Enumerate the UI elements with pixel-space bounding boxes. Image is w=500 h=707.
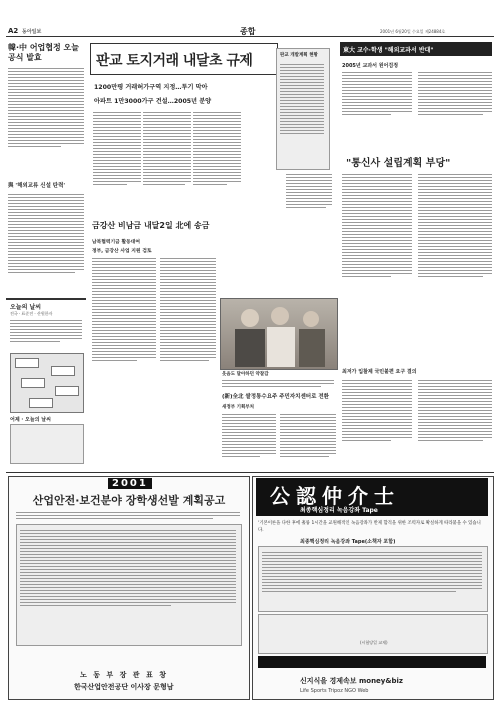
right-lower-body-2 xyxy=(418,378,492,443)
right-mid-body-2 xyxy=(418,172,492,279)
ad-left-title: 산업안전·보건분야 장학생선발 계획공고 xyxy=(32,494,226,507)
weather-subtitle: 전국 · 표준전 · 산원한자 xyxy=(10,311,53,316)
weather-map xyxy=(10,353,84,413)
lower-center-body-2 xyxy=(160,256,216,363)
center-box-title: 판교 개발계획 현황 xyxy=(280,53,318,58)
lower-center-headline: 금강산 비남금 내달2일 北에 송금 xyxy=(92,221,210,230)
lower-center-body-1 xyxy=(92,256,156,363)
ad-right-table-2 xyxy=(258,614,488,654)
right-top-headline: 東大 교수·학생 "해외교과서 반대" xyxy=(343,47,434,54)
main-subhead-2: 아파트 1만3000가구 건설…2005년 분양 xyxy=(94,98,212,105)
weather-title: 오늘의 날씨 xyxy=(10,304,42,311)
center-col-body xyxy=(286,172,332,210)
ad-right-exam-label: (시험당일 교재) xyxy=(360,640,388,645)
right-top-body-1 xyxy=(342,70,412,117)
main-body-col1 xyxy=(93,110,141,187)
ad-left-intro xyxy=(16,510,240,521)
main-subhead-1: 1200만평 거래허가구역 지정…투기 막아 xyxy=(94,84,208,91)
photo-caption-text xyxy=(222,378,334,389)
right-top-subhead: 2005년 교과서 원어검정 xyxy=(342,63,399,69)
ad-right-subtitle: 최종핵심정리 녹음강좌 Tape xyxy=(300,507,378,514)
header-rule xyxy=(6,36,494,37)
section-title: 종합 xyxy=(240,27,256,36)
left-top-headline: 韓·中 어업협정 오늘 공식 발효 xyxy=(8,43,79,62)
ad-right-title: 公認仲介士 xyxy=(270,484,400,508)
right-mid-headline: "통신사 설립계획 부당" xyxy=(346,158,451,169)
right-lower-headline: 최저가 입찰제 국민불편 요구 결의 xyxy=(342,369,417,375)
page-number: A2 xyxy=(8,27,19,35)
right-top-body-2 xyxy=(418,70,492,117)
right-mid-body-1 xyxy=(342,172,412,279)
main-headline: 판교 토지거래 내달초 규제 xyxy=(96,53,253,69)
ad-right-brand-sub: Life Sports Tripoz NGO Web xyxy=(300,688,369,694)
left-top-body xyxy=(8,66,84,149)
weather-text xyxy=(10,318,82,344)
lower-center-sub-1: 남북협력기금 활동대여 xyxy=(92,240,141,245)
weather-table xyxy=(10,424,84,464)
left-mid-body xyxy=(8,192,84,275)
lower-mid-body-2 xyxy=(280,412,336,459)
news-photo xyxy=(220,298,338,370)
ad-left-table-rows xyxy=(20,528,236,608)
left-mid-headline: 與 '해외교류 신설 탄력' xyxy=(8,183,66,189)
issue-date: 2001년 6월20일 수요일 제24884호 xyxy=(380,29,446,34)
lower-mid-sub: 새정부 기획부처 xyxy=(222,405,254,410)
ad-right-tagline: '기본이론을 다한 후에 훌륭 1시간을 교원해적인 녹음강좌가 반제 합격을 위한 조력자로 확실하게 따라붙을 수 있습니다. xyxy=(258,521,481,533)
ad-right-footer-bar xyxy=(258,656,486,668)
weather-table-title: 어제 · 오늘의 날씨 xyxy=(10,417,51,423)
ad-right-table-title: 최종핵심정리 녹음강좌 Tape(소책자 포함) xyxy=(300,539,396,545)
photo-caption: 웃음도 달아하던 약찰감 xyxy=(222,372,269,377)
ad-left-org-2: 한국산업안전공단 이사장 문형남 xyxy=(74,683,174,691)
main-body-col2 xyxy=(143,110,191,187)
lower-mid-body-1 xyxy=(222,412,276,459)
lower-center-sub-2: 정부, 금강산 사업 지원 검토 xyxy=(92,249,152,254)
center-box-rows xyxy=(280,62,324,136)
ad-left-org: 노 동 부 장 관 표 창 xyxy=(80,671,168,679)
ad-right-brand: 신지식을 경제속보 money&biz xyxy=(300,677,403,685)
lower-mid-headline: (新)全北 쌀정통수요주 주민자치센터로 전환 xyxy=(222,394,329,400)
ad-year: 2001 xyxy=(108,478,152,489)
right-lower-body-1 xyxy=(342,378,412,443)
ads-rule xyxy=(6,472,494,473)
ad-right-table-rows xyxy=(262,550,482,594)
paper-name: 동아일보 xyxy=(22,29,42,35)
main-body-col3 xyxy=(193,110,241,187)
